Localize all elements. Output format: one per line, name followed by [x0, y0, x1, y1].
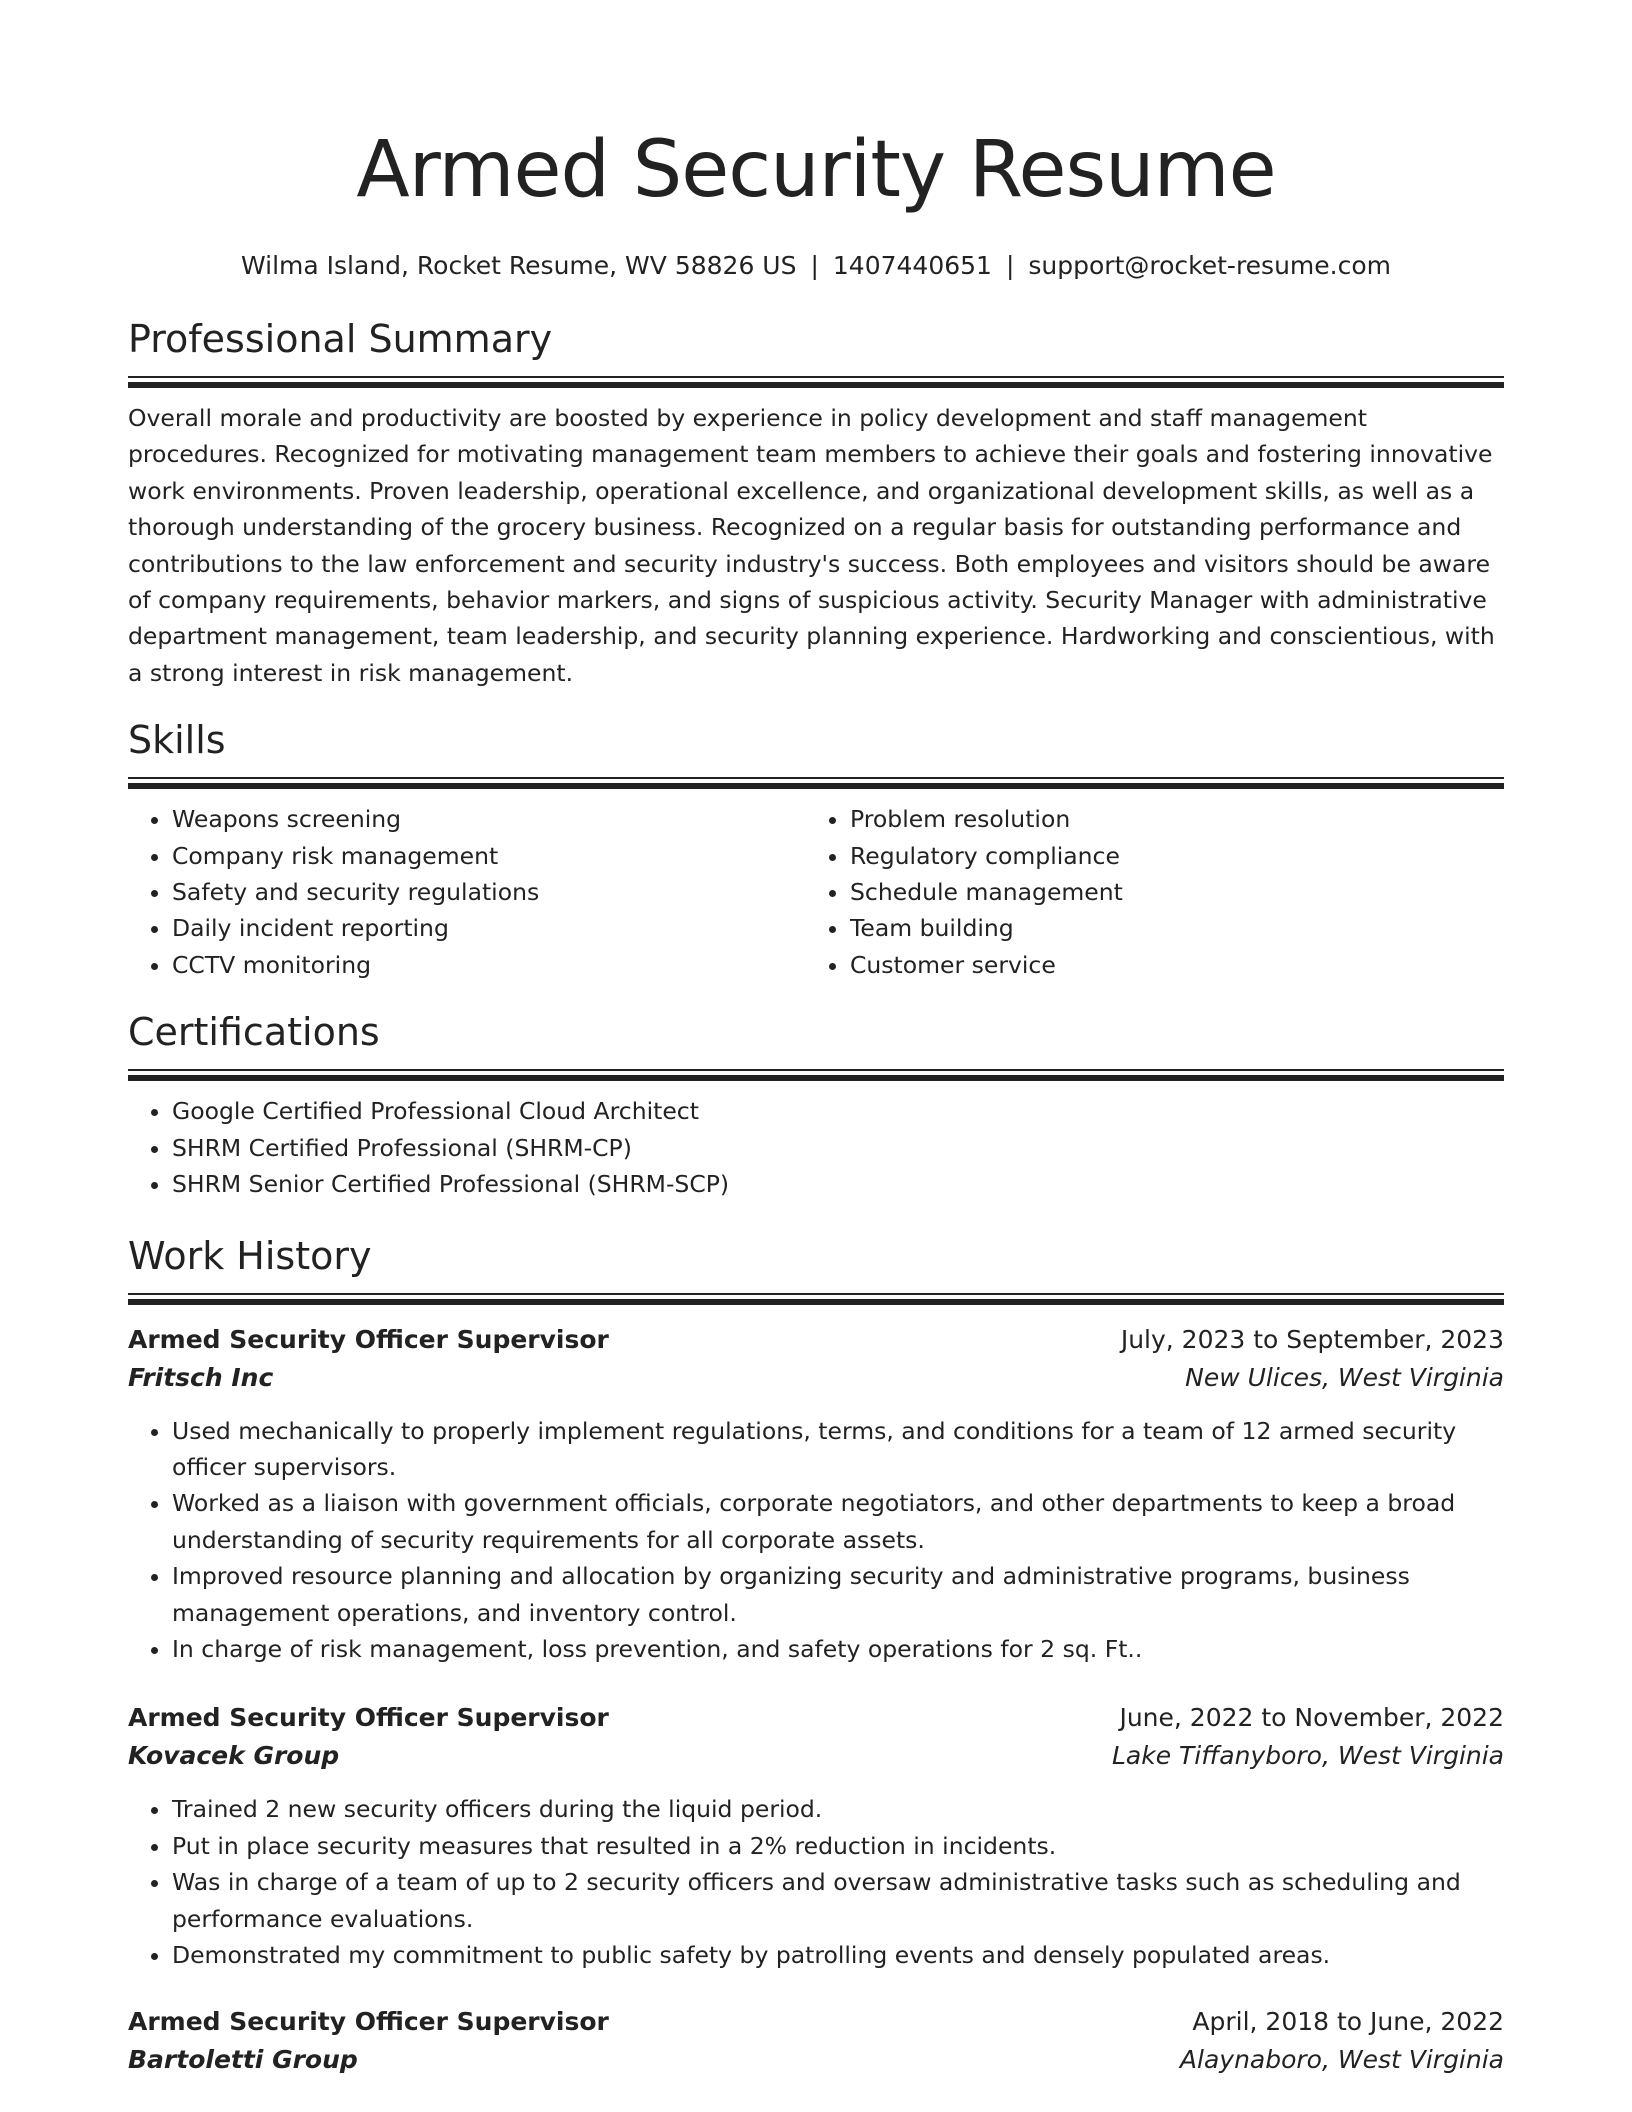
- summary-text: Overall morale and productivity are boosted by experience in policy development and staff management procedures. Recognized for motivating management team members to achieve their goals and fostering innovative work environments. Proven leadership, operational excellence, and organizational development skills, as well as a thorough understanding of the grocery business. Recognized on a regular basis for outstanding performance and contributions to the law enforcement and security industry's success. Both employees and visitors should be aware of company requirements, behavior markers, and signs of suspicious activity. Security Manager with administrative department management, team leadership, and security planning experience. Hardworking and conscientious, with a strong interest in risk management.: [128, 404, 1495, 687]
- skill-item: • Company risk management: [172, 838, 806, 874]
- job-location: Alaynaboro, West Virginia: [1179, 2045, 1504, 2075]
- contact-phone: 1407440651: [832, 251, 992, 280]
- job-bullet: • Put in place security measures that resulted in a 2% reduction in incidents.: [172, 1828, 1504, 1864]
- job-bullet: • Worked as a liaison with government officials, corporate negotiators, and other departments to keep a broad understanding of security requirements for all corporate assets.: [172, 1485, 1504, 1558]
- job-dates: April, 2018 to June, 2022: [1192, 2007, 1504, 2037]
- summary-section: [128, 314, 1504, 691]
- job-company: Kovacek Group: [128, 1741, 340, 1771]
- job-title: Armed Security Officer Supervisor: [128, 2007, 609, 2037]
- certifications-section: [128, 1007, 1504, 1202]
- job-bullet: • Improved resource planning and allocation by organizing security and administrative programs, business management operations, and inventory control.: [172, 1558, 1504, 1631]
- section-heading-work-history: Work History: [128, 1233, 372, 1278]
- skill-item: • Daily incident reporting: [172, 910, 806, 946]
- job-entry: [128, 1321, 1504, 1668]
- skill-item: • Schedule management: [850, 874, 1484, 910]
- job-title: Armed Security Officer Supervisor: [128, 1703, 609, 1733]
- skill-item: • Weapons screening: [172, 801, 806, 837]
- resume-name: Armed Security Resume: [356, 125, 1276, 215]
- job-location: New Ulices, West Virginia: [1185, 1362, 1504, 1392]
- section-divider: [128, 1293, 1504, 1305]
- job-header-row: [128, 1699, 1504, 1737]
- job-title: Armed Security Officer Supervisor: [128, 1324, 609, 1354]
- certifications-list: [128, 1093, 1504, 1202]
- skill-item: • Problem resolution: [850, 801, 1484, 837]
- job-bullets: [128, 1413, 1504, 1668]
- section-heading-skills: Skills: [128, 718, 226, 763]
- section-divider: [128, 777, 1504, 789]
- certification-item: • SHRM Senior Certified Professional (SHRM-SCP): [172, 1166, 1504, 1202]
- section-heading-certifications: Certifications: [128, 1010, 380, 1055]
- skill-item: • Team building: [850, 910, 1484, 946]
- work-history-section: [128, 1231, 1504, 2080]
- contact-separator: |: [1005, 251, 1015, 280]
- contact-email: support@rocket-resume.com: [1028, 251, 1392, 280]
- job-bullets: [128, 1791, 1504, 1973]
- section-heading-summary: Professional Summary: [128, 317, 553, 361]
- skill-item: • CCTV monitoring: [172, 947, 806, 983]
- contact-line: [128, 248, 1504, 284]
- job-dates: July, 2023 to September, 2023: [1120, 1324, 1504, 1354]
- section-divider: [128, 376, 1504, 388]
- job-dates: June, 2022 to November, 2022: [1119, 1703, 1504, 1733]
- job-company: Bartoletti Group: [128, 2045, 358, 2075]
- job-subheader-row: [128, 1737, 1504, 1775]
- skills-list-right: [806, 801, 1484, 983]
- job-subheader-row: [128, 2041, 1504, 2079]
- skills-list-left: [128, 801, 806, 983]
- job-bullet: • Trained 2 new security officers during the liquid period.: [172, 1791, 1504, 1827]
- resume-page: [128, 0, 1504, 2079]
- job-header-row: [128, 1321, 1504, 1359]
- job-bullet: • Was in charge of a team of up to 2 security officers and oversaw administrative tasks such as scheduling and performance evaluations.: [172, 1864, 1504, 1937]
- certification-item: • SHRM Certified Professional (SHRM-CP): [172, 1130, 1504, 1166]
- job-entry: [128, 1699, 1504, 1973]
- skills-columns: [128, 801, 1504, 983]
- skill-item: • Safety and security regulations: [172, 874, 806, 910]
- job-bullet: • Demonstrated my commitment to public safety by patrolling events and densely populated areas.: [172, 1937, 1504, 1973]
- contact-address: Wilma Island, Rocket Resume, WV 58826 US: [240, 251, 797, 280]
- job-location: Lake Tiffanyboro, West Virginia: [1111, 1741, 1504, 1771]
- job-bullet: • In charge of risk management, loss prevention, and safety operations for 2 sq. Ft..: [172, 1631, 1504, 1667]
- job-header-row: [128, 2003, 1504, 2041]
- job-bullet: • Used mechanically to properly implement regulations, terms, and conditions for a team of 12 armed security officer supervisors.: [172, 1413, 1504, 1486]
- job-company: Fritsch Inc: [128, 1362, 274, 1392]
- job-subheader-row: [128, 1359, 1504, 1397]
- skills-section: [128, 715, 1504, 983]
- skill-item: • Regulatory compliance: [850, 838, 1484, 874]
- skill-item: • Customer service: [850, 947, 1484, 983]
- contact-separator: |: [810, 251, 819, 280]
- section-divider: [128, 1069, 1504, 1081]
- job-entry: [128, 2003, 1504, 2079]
- certification-item: • Google Certified Professional Cloud Architect: [172, 1093, 1504, 1129]
